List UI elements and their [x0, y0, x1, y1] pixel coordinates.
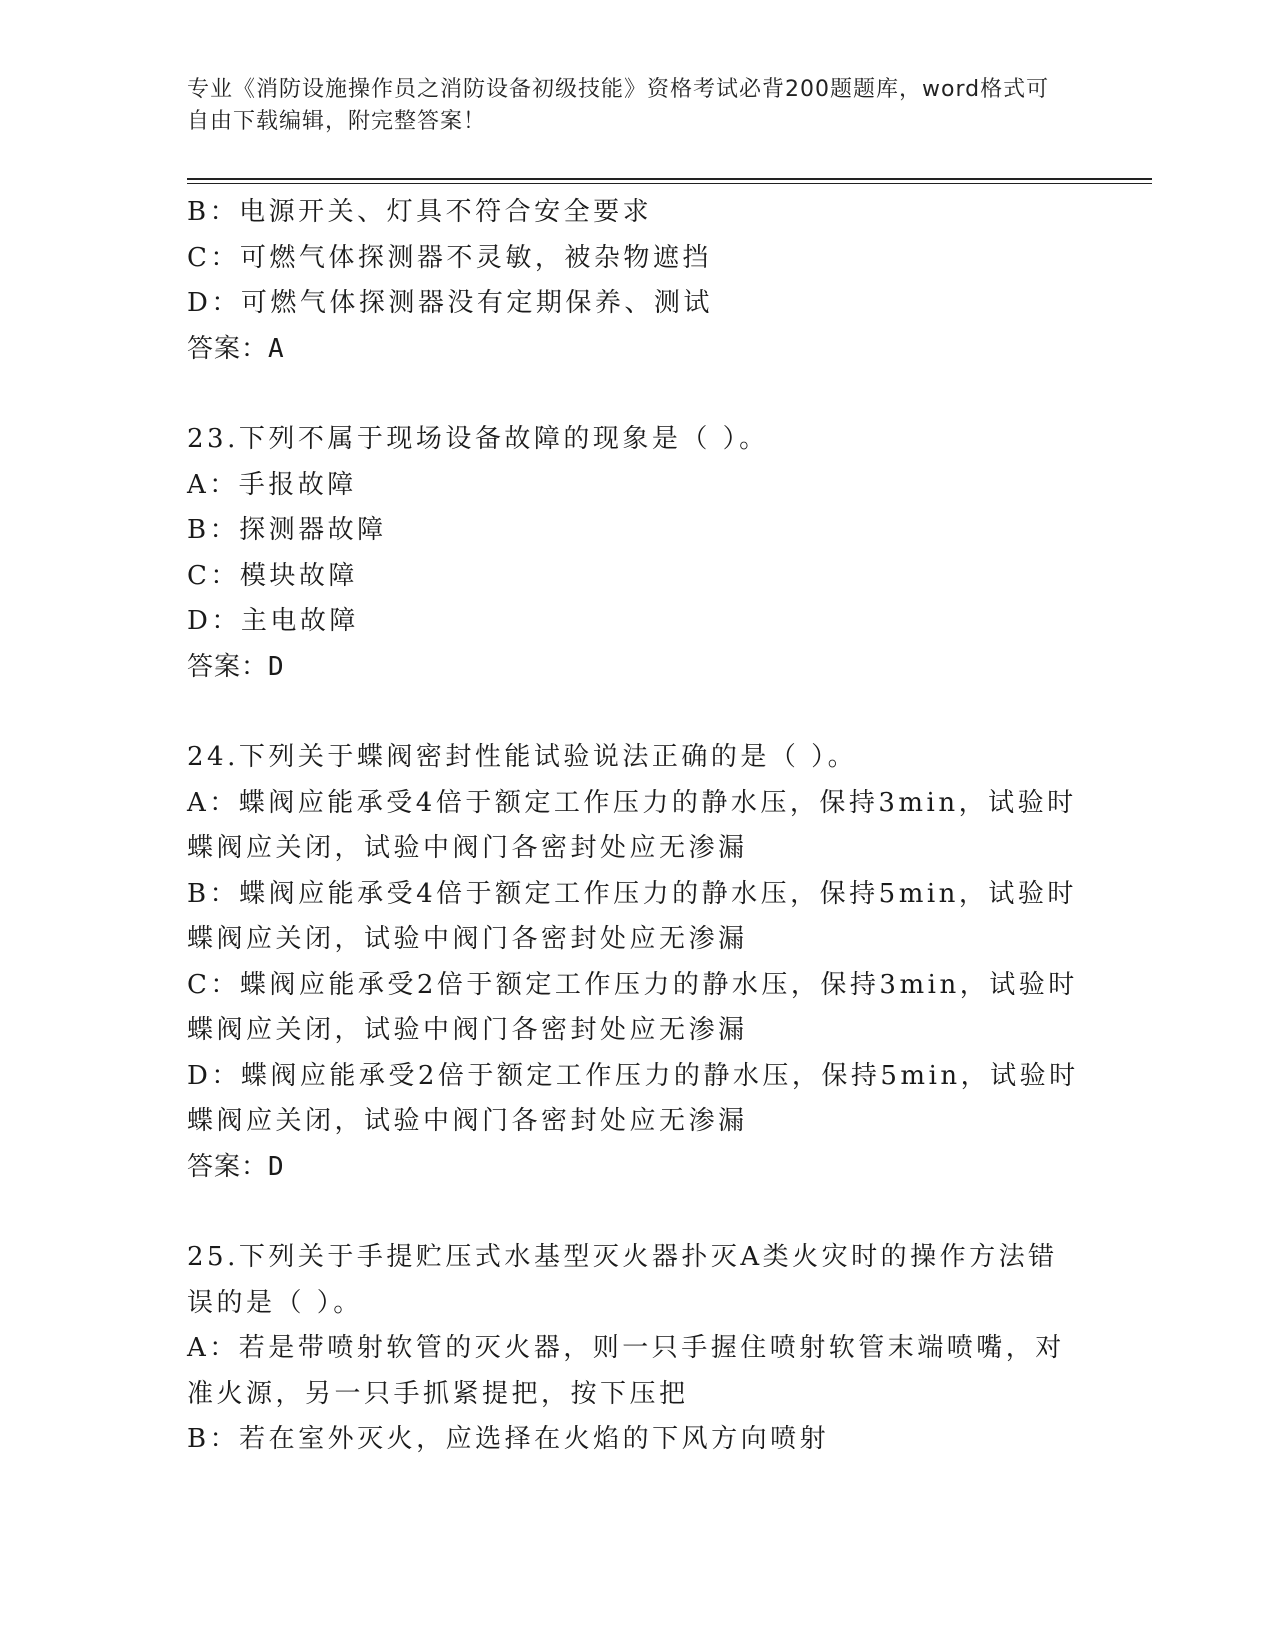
- answer-value: D: [268, 651, 285, 682]
- question-25: [187, 1235, 1087, 1463]
- answer-label: 答案：: [187, 1151, 269, 1182]
- answer-label: 答案：: [187, 651, 269, 682]
- option-b: B：蝶阀应能承受4倍于额定工作压力的静水压，保持5min，试验时蝶阀应关闭，试验中阀门各密封处应无渗漏: [187, 878, 1077, 954]
- spacer: [187, 1190, 1087, 1235]
- answer-line: [187, 1145, 1087, 1191]
- header-rule-thin: [187, 183, 1152, 184]
- answer-value: A: [268, 333, 285, 364]
- spacer: [187, 690, 1087, 735]
- option-b: B：探测器故障: [187, 515, 387, 545]
- question-stem: 23.下列不属于现场设备故障的现象是（ ）。: [187, 424, 769, 454]
- answer-value: D: [268, 1151, 285, 1182]
- option-c: C：蝶阀应能承受2倍于额定工作压力的静水压，保持3min，试验时蝶阀应关闭，试验中阀门各密封处应无渗漏: [187, 969, 1078, 1045]
- answer-line: [187, 327, 1087, 373]
- carryover-question: [187, 190, 1087, 372]
- option-b: B：若在室外灭火，应选择在火焰的下风方向喷射: [187, 1424, 830, 1454]
- option-d: D：主电故障: [187, 606, 359, 636]
- question-23: [187, 417, 1087, 690]
- option-a: A：手报故障: [187, 469, 357, 500]
- option-c: C：模块故障: [187, 560, 358, 591]
- page-header: 专业《消防设施操作员之消防设备初级技能》资格考试必背200题题库，word格式可自由下载编辑，附完整答案！: [187, 77, 1050, 134]
- answer-line: [187, 645, 1087, 691]
- option-a: A：蝶阀应能承受4倍于额定工作压力的静水压，保持3min，试验时蝶阀应关闭，试验中阀门各密封处应无渗漏: [187, 787, 1077, 863]
- option-d: D：蝶阀应能承受2倍于额定工作压力的静水压，保持5min，试验时蝶阀应关闭，试验中阀门各密封处应无渗漏: [187, 1060, 1079, 1136]
- question-stem: 25.下列关于手提贮压式水基型灭火器扑灭A类火灾时的操作方法错误的是（ ）。: [187, 1242, 1058, 1318]
- spacer: [187, 372, 1087, 417]
- option-c: C：可燃气体探测器不灵敏，被杂物遮挡: [187, 242, 712, 273]
- answer-label: 答案：: [187, 333, 269, 364]
- question-stem: 24.下列关于蝶阀密封性能试验说法正确的是（ ）。: [187, 742, 858, 772]
- option-b: B：电源开关、灯具不符合安全要求: [187, 197, 653, 227]
- option-d: D：可燃气体探测器没有定期保养、测试: [187, 288, 713, 318]
- option-a: A：若是带喷射软管的灭火器，则一只手握住喷射软管末端喷嘴，对准火源，另一只手抓紧提把，按下压把: [187, 1333, 1065, 1409]
- question-24: [187, 735, 1087, 1190]
- question-content: [187, 190, 1087, 1463]
- header-rule-thick: [187, 178, 1152, 180]
